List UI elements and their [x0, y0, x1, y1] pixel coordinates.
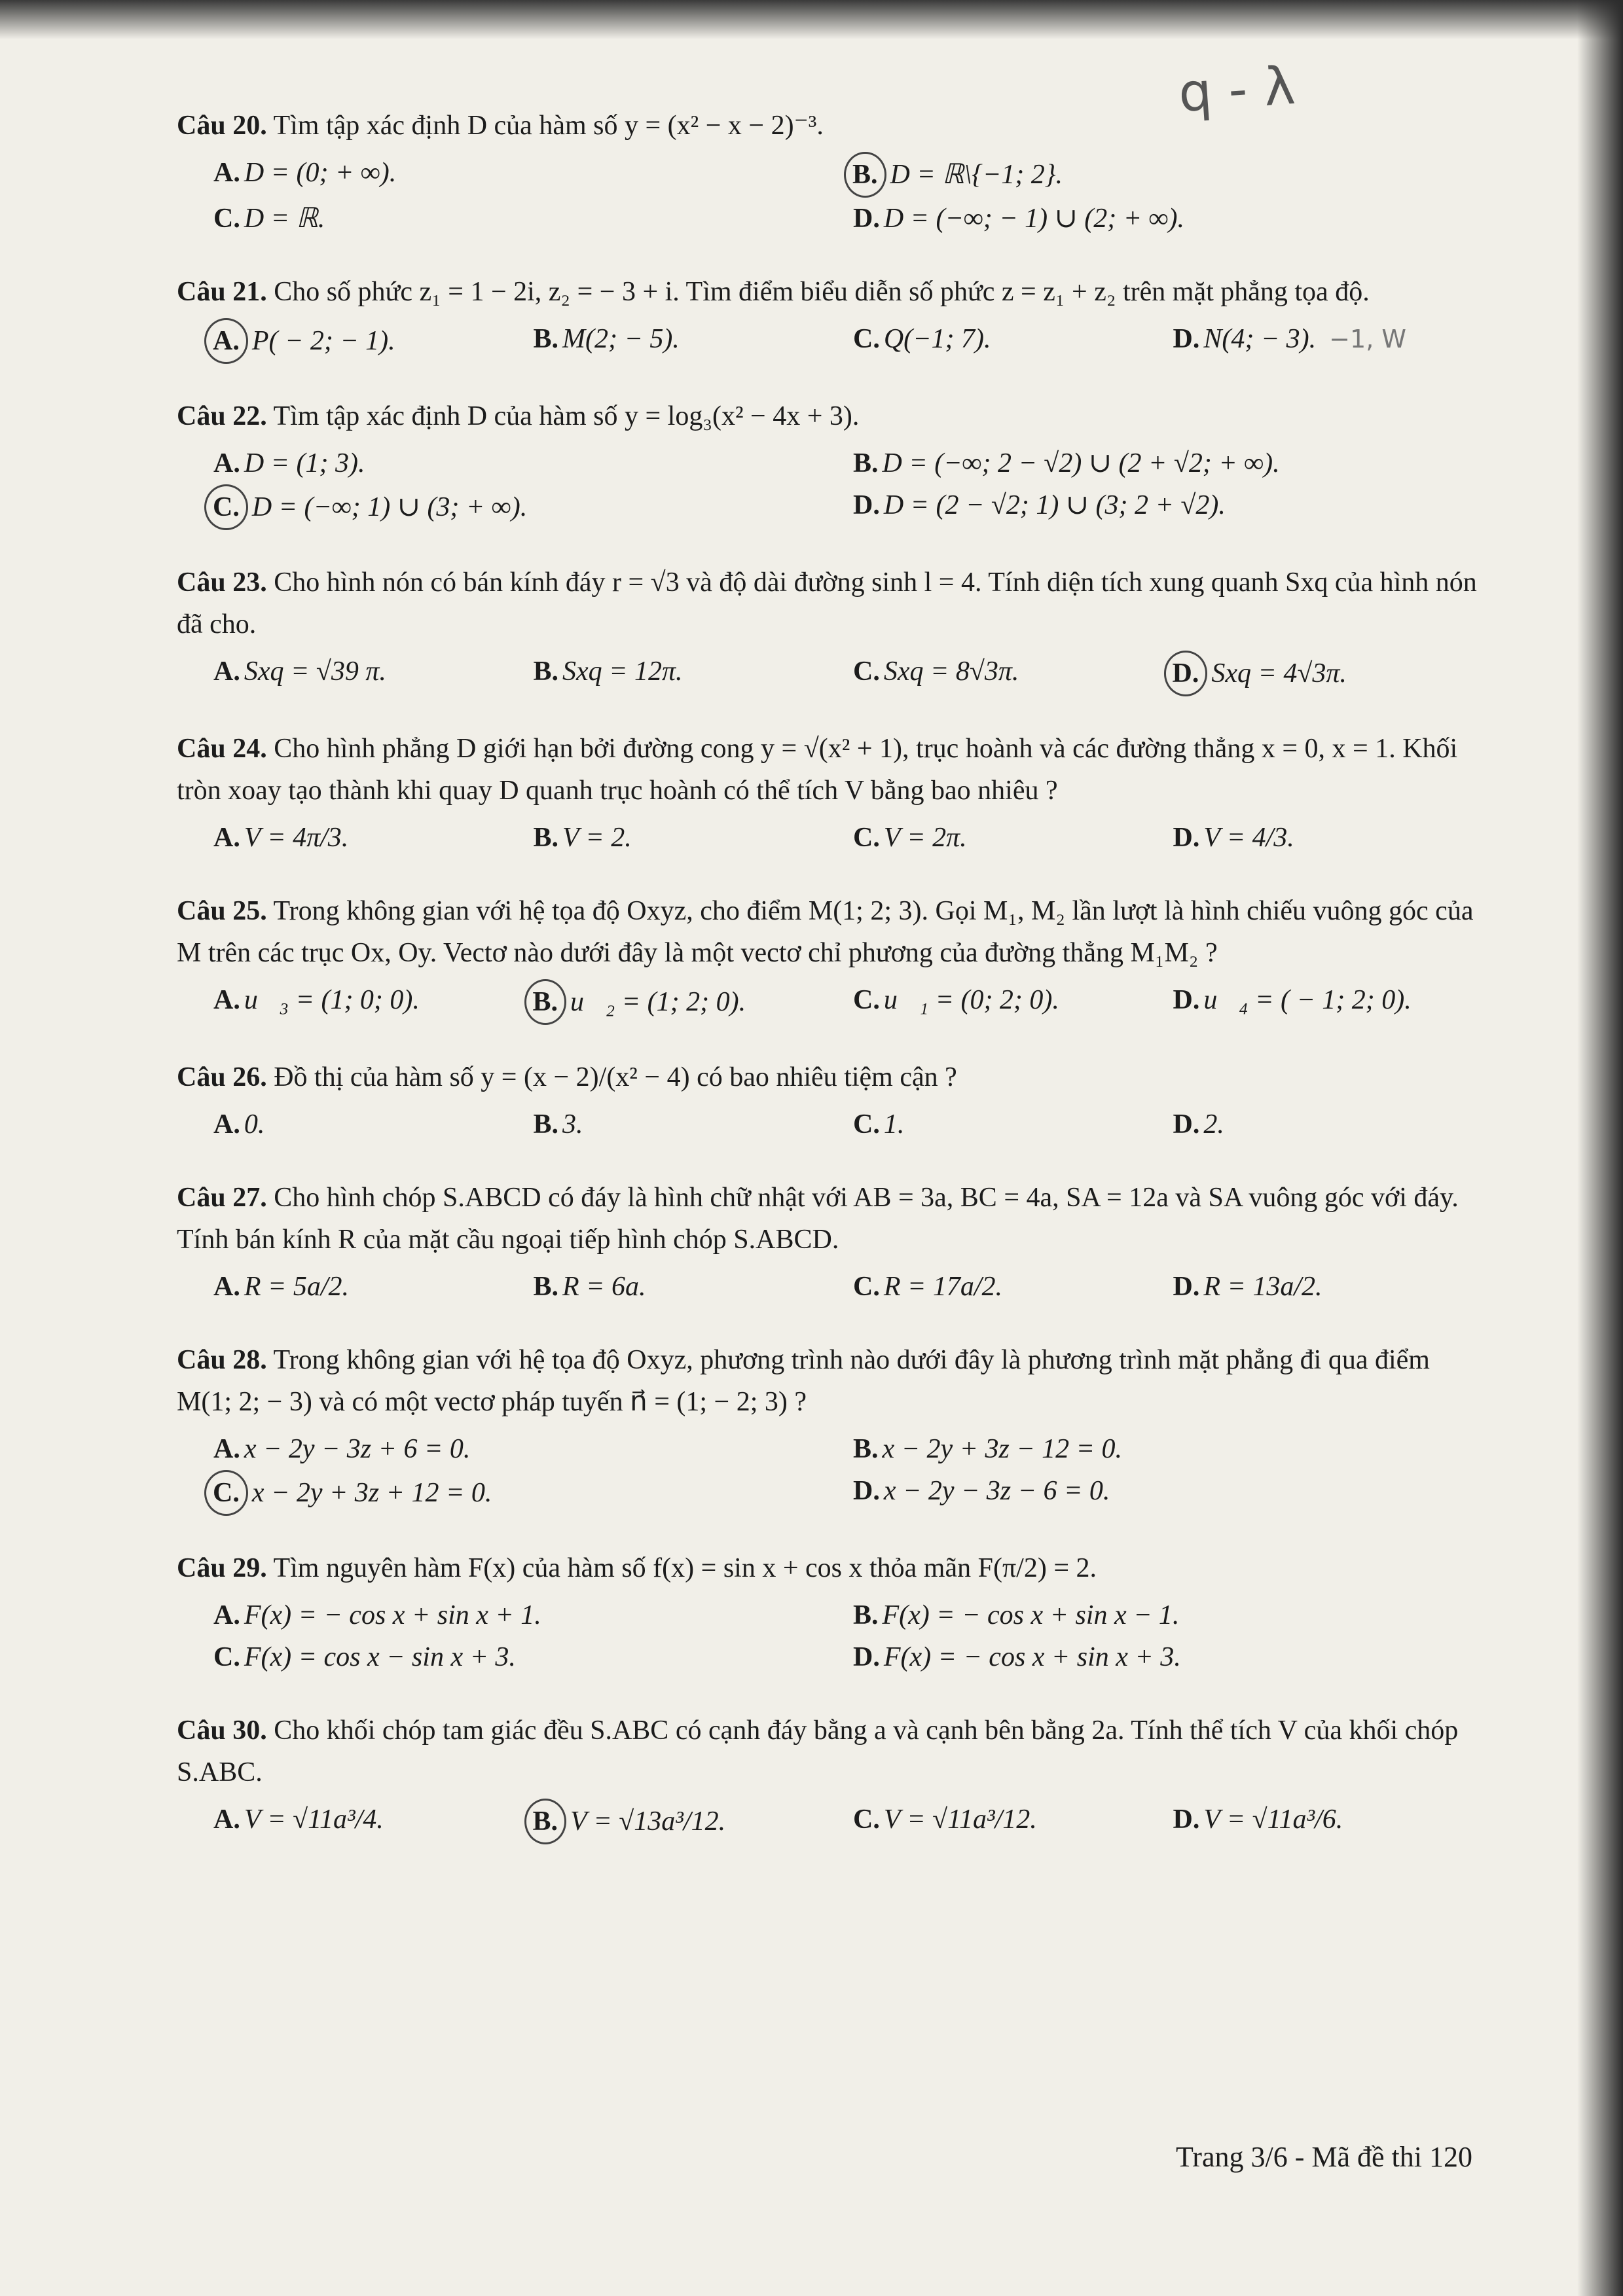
question-block — [177, 728, 1480, 859]
option-text: Sxq = 8√3π. — [883, 656, 1019, 687]
question-block — [177, 1056, 1480, 1145]
circled-option-letter: C. — [204, 1470, 248, 1516]
question-number: Câu 24. — [177, 734, 267, 764]
option-letter: D. — [1173, 1272, 1200, 1302]
answer-option — [1173, 817, 1480, 859]
question-block — [177, 1339, 1480, 1516]
question-block — [177, 1710, 1480, 1844]
answer-options — [177, 1594, 1480, 1678]
option-text: Sxq = √39 π. — [244, 656, 386, 687]
option-text: R = 13a/2. — [1203, 1272, 1322, 1302]
question-stem — [177, 728, 1480, 812]
option-text: N(4; − 3). — [1203, 324, 1317, 354]
scan-shadow-top — [0, 0, 1623, 39]
question-text: Trong không gian với hệ tọa độ Oxyz, cho điểm M(1; 2; 3). Gọi M₁, M₂ lần lượt là hình chiếu vuông góc của M trên các trục Ox, Oy. Vectơ nào dưới đây là một vectơ chỉ phương của đường thẳng M₁M₂ ? — [177, 896, 1474, 968]
option-text: Sxq = 12π. — [562, 656, 683, 687]
answer-option — [213, 1266, 520, 1308]
question-number: Câu 25. — [177, 896, 267, 926]
option-text: u⃗₂ = (1; 2; 0). — [570, 987, 746, 1017]
option-text: R = 5a/2. — [244, 1272, 350, 1302]
page-footer: Trang 3/6 - Mã đề thi 120 — [1175, 2141, 1472, 2173]
question-block — [177, 562, 1480, 696]
option-letter: D. — [1173, 1804, 1200, 1835]
question-block — [177, 105, 1480, 240]
answer-option — [213, 1428, 840, 1470]
answer-option — [1173, 318, 1480, 364]
option-letter: A. — [213, 1272, 240, 1302]
answer-option — [213, 1594, 840, 1636]
question-stem — [177, 395, 1480, 437]
option-text: 1. — [883, 1109, 905, 1139]
option-letter: A. — [213, 448, 240, 478]
answer-option — [213, 198, 840, 240]
question-stem — [177, 1710, 1480, 1793]
question-number: Câu 23. — [177, 567, 267, 598]
answer-option — [853, 1103, 1160, 1145]
option-letter: B. — [853, 448, 879, 478]
question-text: Cho số phức z₁ = 1 − 2i, z₂ = − 3 + i. Tìm điểm biểu diễn số phức z = z₁ + z₂ trên mặt phẳng tọa độ. — [274, 277, 1370, 307]
answer-option — [213, 979, 520, 1025]
question-text: Cho hình chóp S.ABCD có đáy là hình chữ nhật với AB = 3a, BC = 4a, SA = 12a và SA vuông góc với đáy. Tính bán kính R của mặt cầu ngoại tiếp hình chóp S.ABCD. — [177, 1183, 1459, 1255]
circled-option-letter: B. — [524, 1799, 567, 1844]
option-letter: D. — [1173, 1109, 1200, 1139]
answer-option — [853, 1636, 1480, 1678]
question-stem — [177, 1056, 1480, 1098]
option-letter: A. — [213, 1434, 240, 1464]
question-stem — [177, 271, 1480, 313]
question-text: Cho hình phẳng D giới hạn bởi đường cong y = √(x² + 1), trục hoành và các đường thẳng x = 0, x = 1. Khối tròn xoay tạo thành khi quay D quanh trục hoành có thể tích V bằng bao nhiêu ? — [177, 734, 1458, 806]
question-number: Câu 27. — [177, 1183, 267, 1213]
answer-option — [213, 651, 520, 696]
option-text: R = 6a. — [562, 1272, 646, 1302]
question-text: Tìm tập xác định D của hàm số y = (x² − x − 2)⁻³. — [273, 111, 824, 141]
option-text: D = (−∞; − 1) ∪ (2; + ∞). — [883, 204, 1185, 234]
circled-option-letter: A. — [204, 318, 248, 364]
option-letter: B. — [853, 1600, 879, 1630]
option-letter: A. — [213, 656, 240, 687]
option-text: F(x) = − cos x + sin x + 3. — [883, 1642, 1181, 1672]
answer-option — [534, 817, 841, 859]
answer-option — [853, 817, 1160, 859]
option-letter: A. — [213, 1804, 240, 1835]
answer-option — [853, 442, 1480, 484]
option-text: V = 4/3. — [1203, 823, 1294, 853]
option-text: V = 2π. — [883, 823, 967, 853]
answer-option — [213, 442, 840, 484]
question-stem — [177, 1177, 1480, 1261]
circled-option-letter: D. — [1164, 651, 1208, 696]
answer-option — [853, 152, 1480, 198]
answer-option — [213, 817, 520, 859]
answer-option — [534, 979, 841, 1025]
option-text: F(x) = − cos x + sin x + 1. — [244, 1600, 541, 1630]
circled-option-letter: C. — [204, 484, 248, 530]
answer-option — [853, 1266, 1160, 1308]
option-text: x − 2y + 3z − 12 = 0. — [882, 1434, 1123, 1464]
question-number: Câu 22. — [177, 401, 267, 431]
answer-option — [213, 1103, 520, 1145]
answer-option — [213, 152, 840, 198]
option-text: M(2; − 5). — [562, 324, 680, 354]
option-text: x − 2y − 3z − 6 = 0. — [883, 1476, 1110, 1506]
option-letter: A. — [213, 158, 240, 188]
handwritten-note: q - λ — [1176, 54, 1297, 124]
option-text: D = (2 − √2; 1) ∪ (3; 2 + √2). — [883, 490, 1226, 520]
question-number: Câu 26. — [177, 1062, 267, 1092]
answer-option — [213, 1636, 840, 1678]
option-text: V = 4π/3. — [244, 823, 349, 853]
option-text: V = √11a³/12. — [883, 1804, 1037, 1835]
question-number: Câu 29. — [177, 1553, 267, 1583]
option-letter: B. — [533, 1109, 559, 1139]
answer-option — [853, 979, 1160, 1025]
option-text: 2. — [1203, 1109, 1224, 1139]
question-block — [177, 271, 1480, 364]
answer-option — [213, 318, 520, 364]
option-letter: D. — [1173, 823, 1200, 853]
answer-option — [853, 198, 1480, 240]
option-text: u⃗₁ = (0; 2; 0). — [883, 985, 1059, 1015]
answer-option — [1173, 1103, 1480, 1145]
option-text: V = √13a³/12. — [570, 1806, 726, 1837]
answer-option — [853, 1799, 1160, 1844]
option-letter: A. — [213, 1109, 240, 1139]
answer-option — [213, 1799, 520, 1844]
question-text: Tìm nguyên hàm F(x) của hàm số f(x) = sin x + cos x thỏa mãn F(π/2) = 2. — [273, 1553, 1097, 1583]
option-text: u⃗₃ = (1; 0; 0). — [244, 985, 420, 1015]
scan-shadow-right — [1577, 0, 1623, 2296]
option-letter: B. — [853, 1434, 879, 1464]
question-block — [177, 395, 1480, 530]
option-letter: C. — [853, 324, 880, 354]
answer-option — [534, 1266, 841, 1308]
option-letter: D. — [1173, 324, 1200, 354]
answer-options — [177, 152, 1480, 240]
option-text: R = 17a/2. — [883, 1272, 1003, 1302]
question-stem — [177, 1339, 1480, 1423]
option-text: 3. — [562, 1109, 583, 1139]
option-text: F(x) = − cos x + sin x − 1. — [882, 1600, 1180, 1630]
question-text: Cho khối chóp tam giác đều S.ABC có cạnh đáy bằng a và cạnh bên bằng 2a. Tính thể tích V của khối chóp S.ABC. — [177, 1715, 1459, 1787]
question-text: Cho hình nón có bán kính đáy r = √3 và độ dài đường sinh l = 4. Tính diện tích xung quanh Sxq của hình nón đã cho. — [177, 567, 1477, 639]
answer-option — [534, 318, 841, 364]
option-letter: D. — [853, 1476, 880, 1506]
answer-option — [1173, 979, 1480, 1025]
option-letter: C. — [213, 204, 240, 234]
option-letter: D. — [853, 490, 880, 520]
option-text: x − 2y − 3z + 6 = 0. — [244, 1434, 471, 1464]
option-text: Q(−1; 7). — [883, 324, 991, 354]
option-text: D = (0; + ∞). — [244, 158, 397, 188]
option-text: F(x) = cos x − sin x + 3. — [244, 1642, 516, 1672]
option-letter: C. — [853, 985, 880, 1015]
answer-option — [853, 1470, 1480, 1516]
option-text: Sxq = 4√3π. — [1211, 658, 1347, 689]
option-letter: D. — [1173, 985, 1200, 1015]
option-letter: D. — [853, 1642, 880, 1672]
question-block — [177, 1547, 1480, 1678]
answer-option — [1173, 1266, 1480, 1308]
option-text: V = 2. — [562, 823, 632, 853]
answer-option — [1173, 1799, 1480, 1844]
option-text: D = ℝ\{−1; 2}. — [890, 160, 1063, 190]
question-block — [177, 890, 1480, 1025]
question-stem — [177, 890, 1480, 974]
option-letter: B. — [533, 656, 559, 687]
option-letter: A. — [213, 1600, 240, 1630]
option-letter: D. — [853, 204, 880, 234]
answer-options — [177, 1103, 1480, 1145]
answer-option — [853, 651, 1160, 696]
question-number: Câu 28. — [177, 1345, 267, 1375]
option-text: 0. — [244, 1109, 265, 1139]
option-letter: B. — [533, 324, 559, 354]
question-text: Đồ thị của hàm số y = (x − 2)/(x² − 4) có bao nhiêu tiệm cận ? — [274, 1062, 957, 1092]
answer-options — [177, 1266, 1480, 1308]
answer-options — [177, 979, 1480, 1025]
answer-option — [853, 1594, 1480, 1636]
answer-options — [177, 318, 1480, 364]
option-text: V = √11a³/6. — [1203, 1804, 1343, 1835]
option-letter: B. — [533, 823, 559, 853]
question-text: Trong không gian với hệ tọa độ Oxyz, phương trình nào dưới đây là phương trình mặt phẳng đi qua điểm M(1; 2; − 3) và có một vectơ pháp tuyến n⃗ = (1; − 2; 3) ? — [177, 1345, 1430, 1417]
handwritten-margin-note: −1, W — [1329, 325, 1406, 353]
exam-content — [177, 105, 1480, 1876]
option-text: V = √11a³/4. — [244, 1804, 384, 1835]
answer-options — [177, 817, 1480, 859]
option-text: P( − 2; − 1). — [251, 326, 395, 356]
circled-option-letter: B. — [844, 152, 886, 198]
question-number: Câu 30. — [177, 1715, 267, 1746]
option-letter: C. — [853, 1109, 880, 1139]
answer-option — [534, 1103, 841, 1145]
option-text: D = (1; 3). — [244, 448, 365, 478]
option-letter: A. — [213, 985, 240, 1015]
answer-option — [213, 484, 840, 530]
option-letter: C. — [853, 823, 880, 853]
option-letter: C. — [213, 1642, 240, 1672]
option-letter: C. — [853, 1272, 880, 1302]
option-letter: C. — [853, 656, 880, 687]
answer-option — [853, 1428, 1480, 1470]
question-text: Tìm tập xác định D của hàm số y = log₃(x² − 4x + 3). — [273, 401, 860, 431]
question-stem — [177, 1547, 1480, 1589]
question-block — [177, 1177, 1480, 1308]
question-stem — [177, 105, 1480, 147]
option-letter: C. — [853, 1804, 880, 1835]
option-text: x − 2y + 3z + 12 = 0. — [251, 1478, 492, 1508]
answer-option — [853, 318, 1160, 364]
answer-options — [177, 1799, 1480, 1844]
answer-options — [177, 1428, 1480, 1516]
option-text: D = (−∞; 1) ∪ (3; + ∞). — [251, 492, 528, 522]
question-number: Câu 21. — [177, 277, 267, 307]
answer-options — [177, 651, 1480, 696]
answer-option — [1173, 651, 1480, 696]
answer-option — [534, 651, 841, 696]
answer-option — [213, 1470, 840, 1516]
question-number: Câu 20. — [177, 111, 267, 141]
option-text: u⃗₄ = ( − 1; 2; 0). — [1203, 985, 1412, 1015]
option-letter: B. — [533, 1272, 559, 1302]
option-letter: A. — [213, 823, 240, 853]
answer-option — [853, 484, 1480, 530]
answer-option — [534, 1799, 841, 1844]
question-stem — [177, 562, 1480, 645]
answer-options — [177, 442, 1480, 530]
option-text: D = ℝ. — [244, 204, 325, 234]
option-text: D = (−∞; 2 − √2) ∪ (2 + √2; + ∞). — [882, 448, 1280, 478]
circled-option-letter: B. — [524, 979, 567, 1025]
